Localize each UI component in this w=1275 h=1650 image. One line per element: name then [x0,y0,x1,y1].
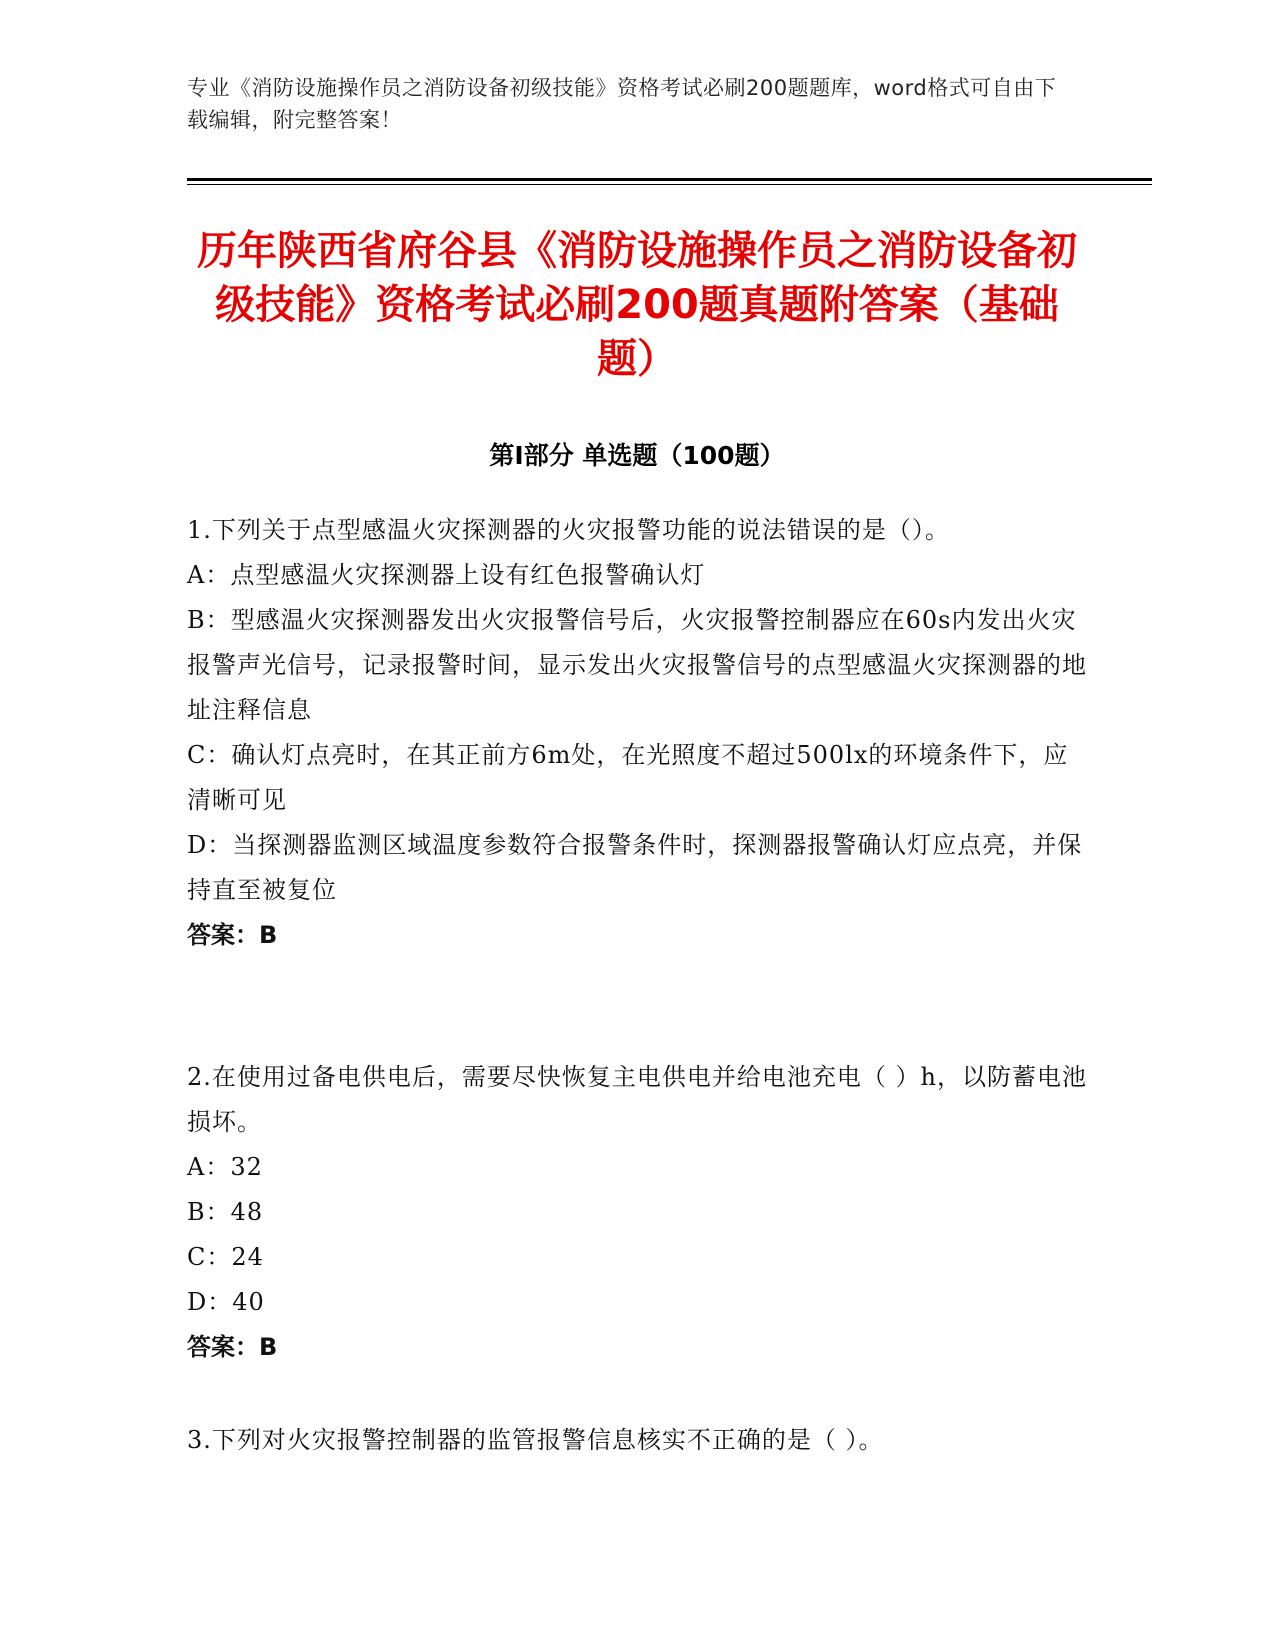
question-2 [187,1055,1087,1370]
question-stem: 2.在使用过备电供电后，需要尽快恢复主电供电并给电池充电（ ）h，以防蓄电池损坏。 [187,1063,1087,1136]
answer: 答案：B [187,921,278,949]
option-b: B：48 [187,1198,264,1226]
question-stem: 3.下列对火灾报警控制器的监管报警信息核实不正确的是（ ）。 [187,1426,884,1454]
header-divider-thick [187,178,1152,181]
header-note: 专业《消防设施操作员之消防设备初级技能》资格考试必刷200题题库，word格式可自由下载编辑，附完整答案！ [187,76,1057,132]
option-a: A：点型感温火灾探测器上设有红色报警确认灯 [187,561,706,589]
option-b: B：型感温火灾探测器发出火灾报警信号后，火灾报警控制器应在60s内发出火灾报警声光信号，记录报警时间，显示发出火灾报警信号的点型感温火灾探测器的地址注释信息 [187,606,1087,724]
section-heading: 第I部分 单选题（100题） [489,441,785,470]
option-d: D：40 [187,1288,265,1316]
option-c: C：24 [187,1243,264,1271]
question-1 [187,508,1087,958]
answer: 答案：B [187,1333,278,1361]
option-d: D：当探测器监测区域温度参数符合报警条件时，探测器报警确认灯应点亮，并保持直至被复位 [187,831,1083,904]
option-a: A：32 [187,1153,263,1181]
header-divider-thin [187,184,1152,185]
question-3 [187,1418,1087,1463]
document-title: 历年陕西省府谷县《消防设施操作员之消防设备初级技能》资格考试必刷200题真题附答案（基础题） [197,228,1077,382]
option-c: C：确认灯点亮时，在其正前方6m处，在光照度不超过500lx的环境条件下，应清晰可见 [187,741,1069,814]
question-stem: 1.下列关于点型感温火灾探测器的火灾报警功能的说法错误的是（）。 [187,516,950,544]
